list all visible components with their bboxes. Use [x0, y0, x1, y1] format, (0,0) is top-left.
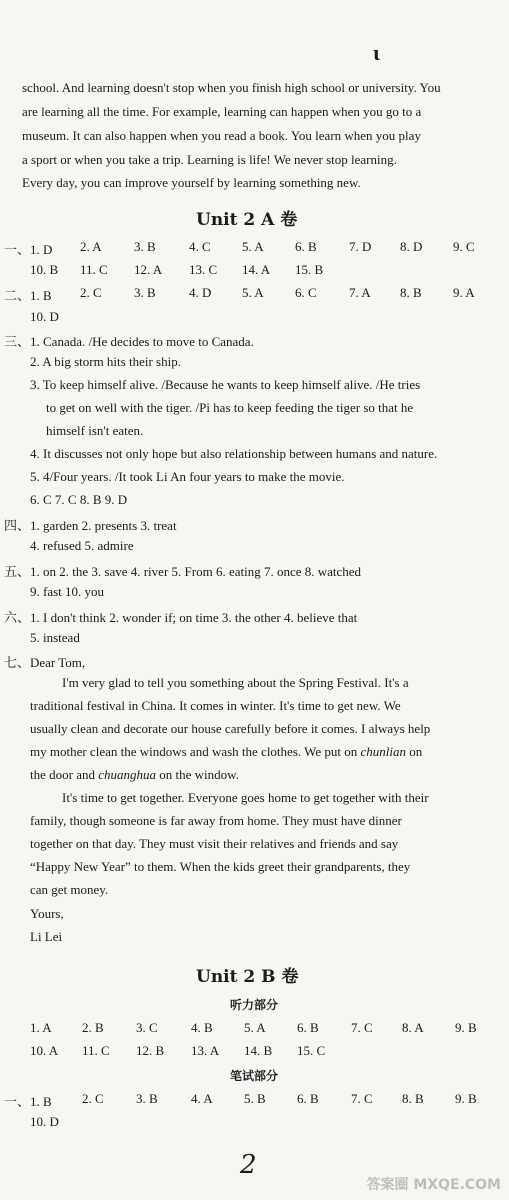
intro-line: school. And learning doesn't stop when you finish high school or university. You	[22, 80, 441, 95]
answer-item: 8. B	[402, 1091, 424, 1106]
answer-row	[0, 309, 509, 327]
answer-item: 5. A	[242, 239, 264, 254]
answer-item: 14. B	[244, 1043, 273, 1058]
letter-text: on the window.	[156, 767, 239, 782]
answer-row	[0, 239, 509, 257]
letter-line: together on that day. They must visit their relatives and friends and say	[30, 836, 399, 851]
answer-item: 9. B	[455, 1020, 477, 1035]
letter-line: traditional festival in China. It comes in winter. It's time to get new. We	[30, 698, 401, 713]
listening-label: 听力部分	[230, 998, 279, 1012]
letter-italic-word: chuanghua	[98, 767, 157, 782]
answer-row	[0, 1020, 509, 1038]
answer-item: 12. A	[134, 262, 163, 277]
page-number: 2	[240, 1150, 257, 1180]
answer-row	[0, 1114, 509, 1132]
letter-line	[30, 744, 422, 760]
answer-item: 10. A	[30, 1043, 59, 1058]
answer-item: 10. B	[30, 262, 59, 277]
answer-item: 9. B	[455, 1091, 477, 1106]
answer-item: 7. D	[349, 239, 372, 254]
answer-item: 2. C	[80, 285, 102, 300]
answer-item: 7. C	[351, 1091, 373, 1106]
answer-row	[0, 1091, 509, 1109]
letter-line: It's time to get together. Everyone goes home to get together with their	[62, 790, 429, 805]
answer-item: 4. B	[191, 1020, 213, 1035]
answer-item: 11. C	[80, 262, 108, 277]
answer-item: 10. D	[30, 309, 59, 324]
answer-item: 7. A	[349, 285, 371, 300]
letter-signature: Li Lei	[30, 929, 63, 944]
letter-greeting: 七、Dear Tom,	[4, 655, 86, 670]
answer-item: 1. A	[30, 1020, 52, 1035]
intro-line: a sport or when you take a trip. Learning is life! We never stop learning.	[22, 152, 397, 167]
letter-italic-word: chunlian	[360, 744, 407, 759]
answer-item: 12. B	[136, 1043, 165, 1058]
answer-item: 2. C	[82, 1091, 104, 1106]
answer-item: 5. A	[244, 1020, 266, 1035]
answer-item: 3. B	[134, 285, 156, 300]
answer-item: 3. B	[136, 1091, 158, 1106]
letter-line	[30, 767, 239, 783]
answer-line: to get on well with the tiger. /Pi has to keep feeding the tiger so that he	[46, 400, 414, 415]
ink-mark: ɩ	[373, 40, 380, 65]
answer-item: 一、1. D	[4, 242, 53, 257]
answer-row	[0, 262, 509, 280]
answer-line: 6. C 7. C 8. B 9. D	[30, 492, 128, 507]
letter-line: family, though someone is far away from home. They must have dinner	[30, 813, 402, 828]
written-label: 笔试部分	[230, 1069, 279, 1083]
answer-item: 8. A	[402, 1020, 424, 1035]
answer-item: 10. D	[30, 1114, 59, 1129]
answer-line: 2. A big storm hits their ship.	[30, 354, 181, 369]
answer-line: 4. It discusses not only hope but also relationship between humans and nature.	[30, 446, 438, 461]
answer-item: 5. B	[244, 1091, 266, 1106]
watermark: 答案圈 MXQE.COM	[366, 1177, 501, 1193]
answer-line: 9. fast 10. you	[30, 584, 105, 599]
answer-row	[0, 1043, 509, 1061]
letter-text: on	[406, 744, 423, 759]
answer-line: 六、1. I don't think 2. wonder if; on time 3. the other 4. believe that	[4, 610, 358, 625]
letter-text: the door and	[30, 767, 99, 782]
answer-item: 5. A	[242, 285, 264, 300]
intro-line: museum. It can also happen when you read a book. You learn when you play	[22, 128, 421, 143]
answer-item: 9. A	[453, 285, 475, 300]
answer-line: 四、1. garden 2. presents 3. treat	[4, 518, 177, 533]
answer-item: 4. A	[191, 1091, 213, 1106]
answer-item: 6. B	[297, 1091, 319, 1106]
answer-item: 7. C	[351, 1020, 373, 1035]
answer-item: 4. D	[189, 285, 212, 300]
answer-item: 8. B	[400, 285, 422, 300]
unit2b-title: Unit 2 B 卷	[196, 967, 299, 987]
intro-line: are learning all the time. For example, learning can happen when you go to a	[22, 104, 422, 119]
answer-line: 五、1. on 2. the 3. save 4. river 5. From 6. eating 7. once 8. watched	[4, 564, 362, 579]
answer-item: 6. B	[295, 239, 317, 254]
answer-item: 2. B	[82, 1020, 104, 1035]
answer-row	[0, 285, 509, 303]
unit2a-title: Unit 2 A 卷	[196, 210, 298, 230]
answer-item: 6. C	[295, 285, 317, 300]
answer-item: 6. B	[297, 1020, 319, 1035]
answer-line: 3. To keep himself alive. /Because he wants to keep himself alive. /He tries	[30, 377, 421, 392]
answer-item: 4. C	[189, 239, 211, 254]
intro-line: Every day, you can improve yourself by learning something new.	[22, 175, 361, 190]
answer-item: 11. C	[82, 1043, 110, 1058]
letter-closing: Yours,	[30, 906, 64, 921]
letter-line: usually clean and decorate our house carefully before it comes. I always help	[30, 721, 431, 736]
answer-item: 2. A	[80, 239, 102, 254]
answer-item: 9. C	[453, 239, 475, 254]
letter-text: my mother clean the windows and wash the clothes. We put on	[30, 744, 361, 759]
answer-item: 15. C	[297, 1043, 326, 1058]
answer-item: 15. B	[295, 262, 324, 277]
letter-line: can get money.	[30, 882, 109, 897]
letter-line: I'm very glad to tell you something about the Spring Festival. It's a	[62, 675, 409, 690]
answer-item: 一、1. B	[4, 1094, 52, 1109]
answer-item: 14. A	[242, 262, 271, 277]
answer-item: 13. C	[189, 262, 218, 277]
answer-item: 二、1. B	[4, 288, 52, 303]
answer-line: 5. 4/Four years. /It took Li An four years to make the movie.	[30, 469, 345, 484]
answer-line: 4. refused 5. admire	[30, 538, 134, 553]
answer-line: 三、1. Canada. /He decides to move to Canada.	[4, 334, 254, 349]
answer-item: 8. D	[400, 239, 423, 254]
answer-item: 3. C	[136, 1020, 158, 1035]
answer-item: 3. B	[134, 239, 156, 254]
answer-item: 13. A	[191, 1043, 220, 1058]
answer-line: 5. instead	[30, 630, 80, 645]
letter-line: “Happy New Year” to them. When the kids greet their grandparents, they	[30, 859, 411, 874]
answer-line: himself isn't eaten.	[46, 423, 144, 438]
